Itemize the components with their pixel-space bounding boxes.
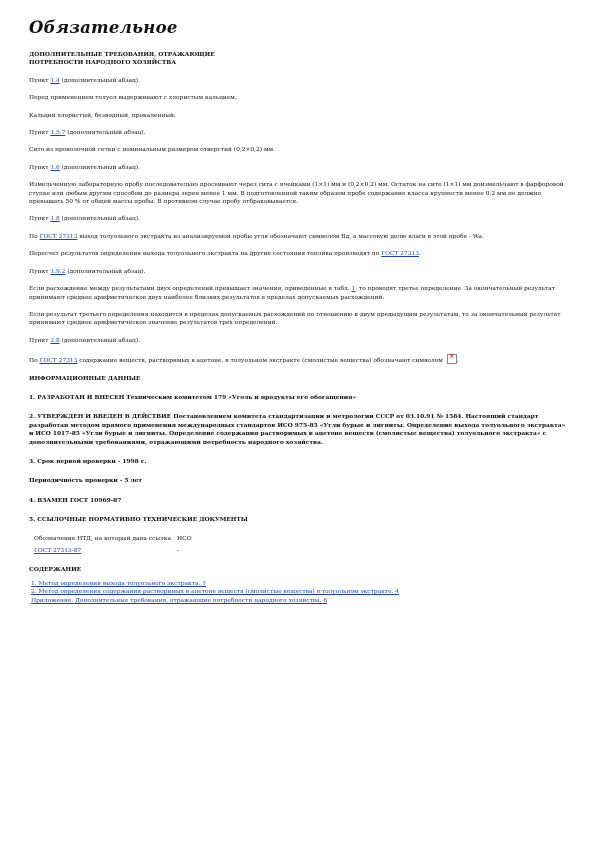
paragraph-clause-2-8: Пункт 2.8 (дополнительный абзац). <box>29 337 140 344</box>
info-item-3: 3. Срок первой проверки - 1998 г. <box>29 457 147 465</box>
paragraph-gost-ref: По ГОСТ 27313 содержание веществ, растворимых в ацетоне, в толуольном экстракте (смолистые вещества) обозначают символом ×. <box>29 354 569 365</box>
paragraph-table-ref: Если расхождение между результатами двух определений превышает значения, приведенные в табл. 1, то проводят третье определение. За окончательный результат принимают среднее арифметическое двух наиболее близких результатов в пределах допускаемых расхождений. <box>29 286 555 301</box>
info-heading: ИНФОРМАЦИОННЫЕ ДАННЫЕ <box>29 374 141 382</box>
clause-link-1-9-2[interactable]: 1.9.2 <box>50 268 66 275</box>
paragraph: Сито из проволочной сетки с номинальным размером отверстий (0,2×0,2) мм. <box>29 147 275 154</box>
paragraph-gost-ref: Пересчет результатов определения выхода толуольного экстракта на другие состояния топлива производят по ГОСТ 27313. <box>29 251 421 258</box>
gost-link[interactable]: ГОСТ 27313-87 <box>34 547 82 554</box>
gost-link[interactable]: ГОСТ 27313 <box>381 251 419 258</box>
toc-link[interactable]: Приложение. Дополнительные требования, отражающие потребности народного хозяйства. 6 <box>31 597 328 604</box>
table-row <box>31 533 195 545</box>
clause-link-2-8[interactable]: 2.8 <box>50 337 60 344</box>
info-item-3b: Периодичность проверки - 5 лет <box>29 477 143 485</box>
table-row <box>31 545 195 557</box>
section-heading-line2: ПОТРЕБНОСТИ НАРОДНОГО ХОЗЯЙСТВА <box>29 59 177 67</box>
paragraph: Измельченную лабораторную пробу последовательно просеивают через сита с ячейками (1×1) мм и (0,2×0,2) мм. Остаток на сите (1×1) мм доизмельчают в фарфоровой ступке или любым другим способом до размера зерен менее 1 мм. В подготовленной таким образом пробе содержание класса крупности менее 0,2 мм не должно превышать 50 % от общей массы пробы. В противном случае пробу отбраковывается. <box>29 182 564 206</box>
toc-heading: СОДЕРЖАНИЕ <box>29 565 82 573</box>
gost-link[interactable]: ГОСТ 27313 <box>39 233 78 240</box>
paragraph-clause-1-8: Пункт 1.8 (дополнительный абзац). <box>29 216 140 223</box>
paragraph: Кальций хлористый, безводный, прокаленный. <box>29 112 176 119</box>
paragraph-clause-1-9-2: Пункт 1.9.2 (дополнительный абзац). <box>29 268 146 275</box>
clause-link-1-8[interactable]: 1.8 <box>50 216 60 223</box>
table-cell: - <box>177 547 180 554</box>
table-of-contents <box>31 580 569 605</box>
info-item-2: 2. УТВЕРЖДЕН И ВВЕДЕН В ДЕЙСТВИЕ Постановлением комитета стандартизации и метрологии СССР от 03.10.91 № 1584. Настоящий стандарт разработан методом прямого применения международных стандартов ИСО 975-85 «Угли бурые и лигниты. Определение выхода толуольного экстракта» и ИСО 1017-85 «Угли бурые и лигниты. Определение содержания растворимых в ацетоне веществ (смолистые вещества) толуольного экстракта» с дополнительными требованиями, отражающими потребность народного хозяйства. <box>29 413 566 446</box>
appendix-title: Обязательное <box>29 18 178 37</box>
gost-link[interactable]: ГОСТ 27313 <box>39 358 78 365</box>
paragraph-clause-1-5-7: Пункт 1.5.7 (дополнительный абзац). <box>29 130 146 137</box>
paragraph-clause-1-6: Пункт 1.6 (дополнительный абзац). <box>29 164 140 171</box>
section-heading: ДОПОЛНИТЕЛЬНЫЕ ТРЕБОВАНИЯ, ОТРАЖАЮЩИЕ <box>29 51 215 58</box>
table-header-cell: ИСО <box>177 535 192 542</box>
clause-link-1-6[interactable]: 1.6 <box>50 164 60 171</box>
table-link-1[interactable]: 1 <box>351 286 356 293</box>
reference-table <box>31 533 195 557</box>
paragraph-gost-ref: По ГОСТ 27313 выход толуольного экстракта из анализируемой пробы угля обозначают символом Вд, а массовую долю влаги в этой пробе - Wa. <box>29 233 484 240</box>
toc-link[interactable]: 1. Метод определения выхода толуольного экстракта. 1 <box>31 581 206 587</box>
table-header-cell: Обозначение НТД, на который дана ссылка <box>34 535 172 542</box>
clause-link-1-4[interactable]: 1.4 <box>50 77 60 84</box>
paragraph: Перед применением толуол выдерживают с хлористым кальцием. <box>29 95 237 102</box>
info-item-5: 5. ССЫЛОЧНЫЕ НОРМАТИВНО ТЕХНИЧЕСКИЕ ДОКУМЕНТЫ <box>29 516 248 524</box>
paragraph: Если результат третьего определения находится в пределах допускаемых расхождений по отношению к двум предыдущим результатам, то за окончательный результат принимают среднее арифметическое значение результатов трех определений. <box>29 311 561 327</box>
broken-image-icon <box>447 354 457 364</box>
info-item-1: 1. РАЗРАБОТАН И ВНЕСЕН Техническим комитетом 179 «Уголь и продукты его обогащения» <box>29 393 357 401</box>
info-item-4: 4. ВЗАМЕН ГОСТ 10969-87 <box>29 496 122 504</box>
clause-link-1-5-7[interactable]: 1.5.7 <box>50 130 66 137</box>
document-page <box>29 18 569 605</box>
paragraph-clause-1-4: Пункт 1.4 (дополнительный абзац). <box>29 77 140 84</box>
table-cell <box>31 545 174 557</box>
toc-link[interactable]: 2. Метод определения содержания растворимых в ацетоне веществ (смолистые вещества) в толуольном экстракте. 4 <box>31 589 400 596</box>
